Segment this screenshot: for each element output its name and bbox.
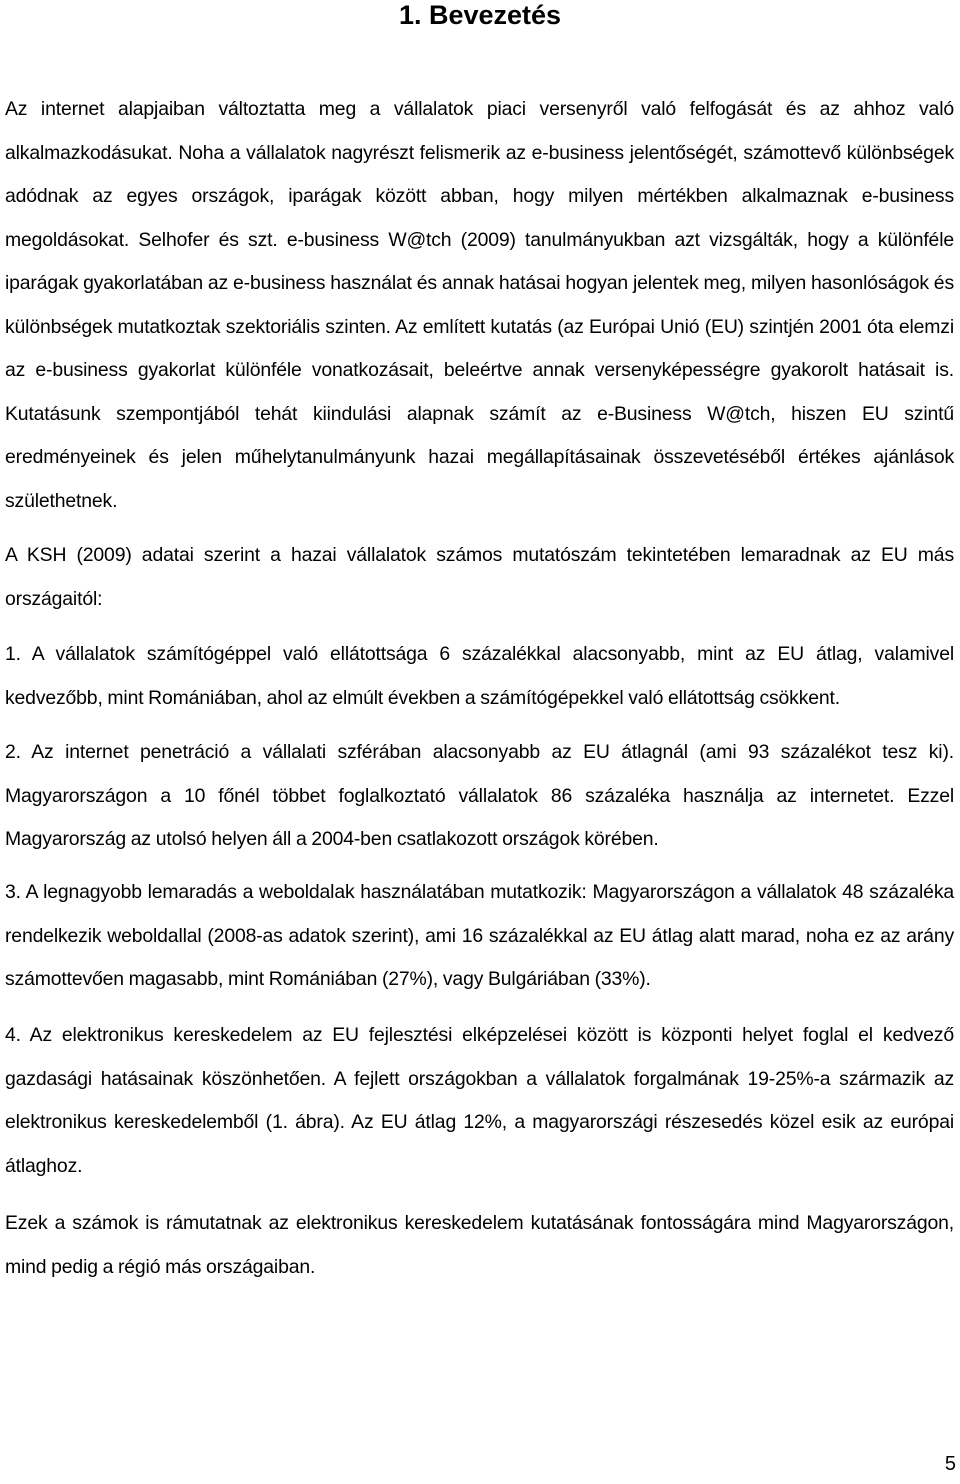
section-heading: 1. Bevezetés [398,0,562,30]
paragraph-point-3: 3. A legnagyobb lemaradás a weboldalak használatában mutatkozik: Magyarországon a vállalatok 48 százaléka rendelkezik weboldallal (2008-as adatok szerint), ami 16 százalékkal az EU átlag alatt marad, noha ez az arány számottevően magasabb, mint Romániában (27%), vagy Bulgáriában (33%). [5,881,954,990]
paragraph-ksh-statement: A KSH (2009) adatai szerint a hazai vállalatok számos mutatószám tekintetében lemaradnak az EU más országaitól: [5,544,954,610]
paragraph-conclusion: Ezek a számok is rámutatnak az elektronikus kereskedelem kutatásának fontosságára mind Magyarországon, mind pedig a régió más országaiban. [5,1212,954,1278]
paragraph-point-2: 2. Az internet penetráció a vállalati szférában alacsonyabb az EU átlagnál (ami 93 százalékot tesz ki). Magyarországon a 10 főnél többet foglalkoztató vállalatok 86 százaléka használja az internetet. Ezzel Magyarország az utolsó helyen áll a 2004-ben csatlakozott országok körében. [5,741,954,850]
paragraph-point-1: 1. A vállalatok számítógéppel való ellátottsága 6 százalékkal alacsonyabb, mint az EU átlag, valamivel kedvezőbb, mint Romániában, ahol az elmúlt években a számítógépekkel való ellátottság csökkent. [5,643,954,709]
paragraph-introduction: Az internet alapjaiban változtatta meg a vállalatok piaci versenyről való felfogását és az ahhoz való alkalmazkodásukat. Noha a vállalatok nagyrészt felismerik az e-business jelentőségét, számottevő különbségek adódnak az egyes országok, iparágak között abban, hogy milyen mértékben alkalmaznak e-business megoldásokat. Selhofer és szt. e-business W@tch (2009) tanulmányukban azt vizsgálták, hogy a különféle iparágak gyakorlatában az e-business használat és annak hatásai hogyan jelentek meg, milyen hasonlóságok és különbségek mutatkoztak szektoriális szinten. Az említett kutatás (az Európai Unió (EU) szintjén 2001 óta elemzi az e-business gyakorlat különféle vonatkozásait, beleértve annak versenyképességre gyakorolt hatásait is. Kutatásunk szempontjából tehát kiindulási alapnak számít az e-Business W@tch, hiszen EU szintű eredményeinek és jelen műhelytanulmányunk hazai megállapításainak összevetéséből értékes ajánlások születhetnek. [5,98,954,512]
paragraph-point-4: 4. Az elektronikus kereskedelem az EU fejlesztési elképzelései között is központi helyet foglal el kedvező gazdasági hatásainak köszönhetően. A fejlett országokban a vállalatok forgalmának 19-25%-a származik az elektronikus kereskedelemből (1. ábra). Az EU átlag 12%, a magyarországi részesedés közel esik az európai átlaghoz. [5,1024,954,1177]
page-number: 5 [944,1453,956,1475]
